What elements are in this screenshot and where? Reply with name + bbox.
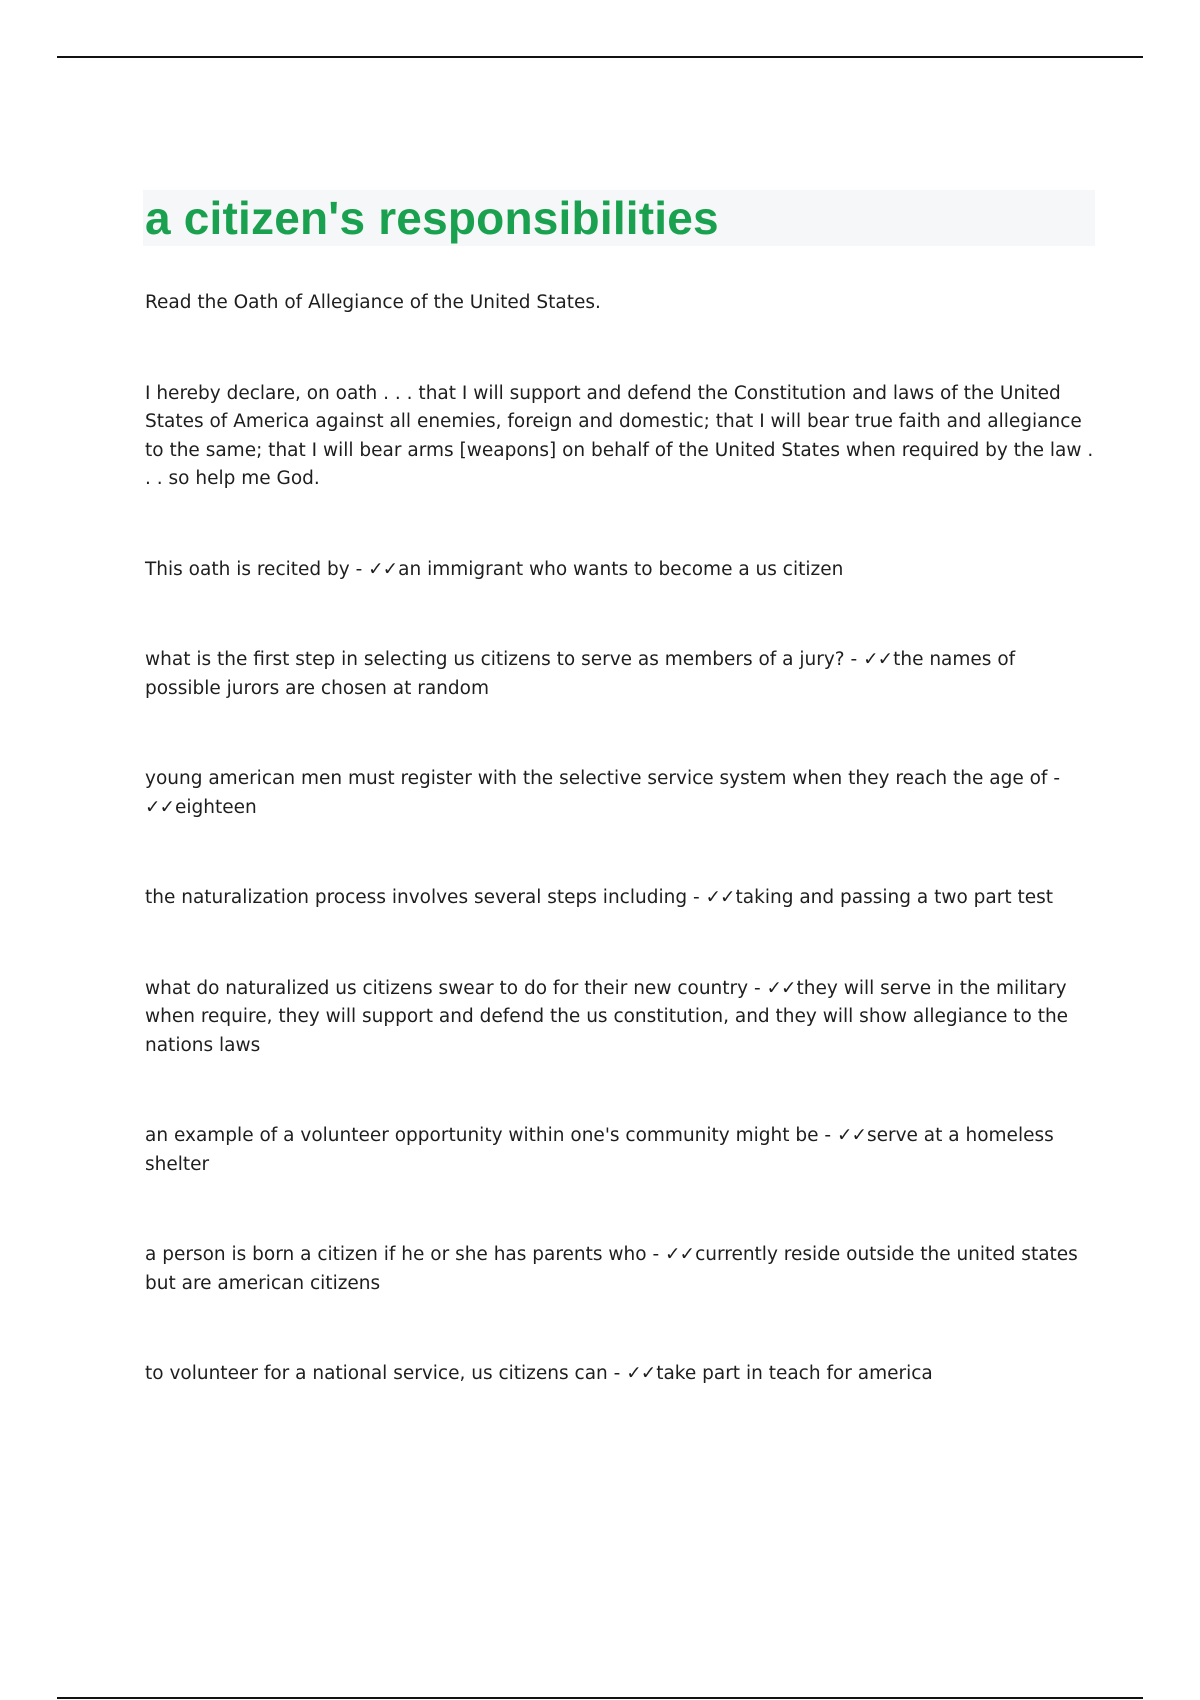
answer-text: eighteen [175, 796, 257, 818]
qa-item-1 [145, 556, 1095, 585]
qa-item-5 [145, 975, 1095, 1061]
qa-item-8 [145, 1360, 1095, 1389]
double-check-icon: ✓✓ [145, 796, 175, 818]
question-text: the naturalization process involves several steps including - [145, 887, 706, 908]
qa-item-2 [145, 646, 1095, 703]
double-check-icon: ✓✓ [705, 887, 735, 908]
title-band [143, 190, 1095, 246]
document-body [145, 190, 1095, 1451]
question-text: to volunteer for a national service, us citizens can - [145, 1363, 627, 1384]
double-check-icon: ✓✓ [665, 1244, 695, 1265]
double-check-icon: ✓✓ [368, 558, 398, 580]
answer-text: an immigrant who wants to become a us citizen [398, 558, 844, 580]
question-text: This oath is recited by - [145, 558, 369, 580]
double-check-icon: ✓✓ [626, 1363, 656, 1384]
question-text: what is the first step in selecting us citizens to serve as members of a jury? - [145, 649, 864, 670]
double-check-icon: ✓✓ [863, 649, 893, 670]
page-title: a citizen's responsibilities [145, 192, 719, 244]
qa-item-4 [145, 884, 1095, 913]
question-text: an example of a volunteer opportunity within one's community might be - [145, 1125, 837, 1146]
answer-text: taking and passing a two part test [735, 887, 1054, 908]
qa-item-6 [145, 1122, 1095, 1179]
answer-text: take part in teach for america [656, 1363, 933, 1384]
intro-text: Read the Oath of Allegiance of the United States. [145, 292, 601, 313]
oath-text: I hereby declare, on oath . . . that I will support and defend the Constitution and laws of the United States of America against all enemies, foreign and domestic; that I will bear true faith and allegiance to the same; that I will bear arms [weapons] on behalf of the United States when required by the law . . . so help me God. [145, 382, 1094, 489]
answer-text: they will serve in the military when require, they will support and defend the us constitution, and they will show allegiance to the nations laws [145, 977, 1069, 1056]
bottom-rule [57, 1697, 1143, 1699]
double-check-icon: ✓✓ [836, 1125, 866, 1146]
double-check-icon: ✓✓ [766, 977, 796, 999]
question-text: young american men must register with the selective service system when they reach the age of - [145, 768, 1060, 789]
answer-text: currently reside outside the united states but are american citizens [145, 1244, 1078, 1294]
qa-item-7 [145, 1241, 1095, 1298]
top-rule [57, 56, 1143, 58]
answer-text: the names of possible jurors are chosen at random [145, 649, 1016, 699]
question-text: a person is born a citizen if he or she has parents who - [145, 1244, 666, 1265]
question-text: what do naturalized us citizens swear to do for their new country - [145, 977, 767, 999]
answer-text: serve at a homeless shelter [145, 1125, 1054, 1175]
qa-item-3 [145, 765, 1095, 822]
